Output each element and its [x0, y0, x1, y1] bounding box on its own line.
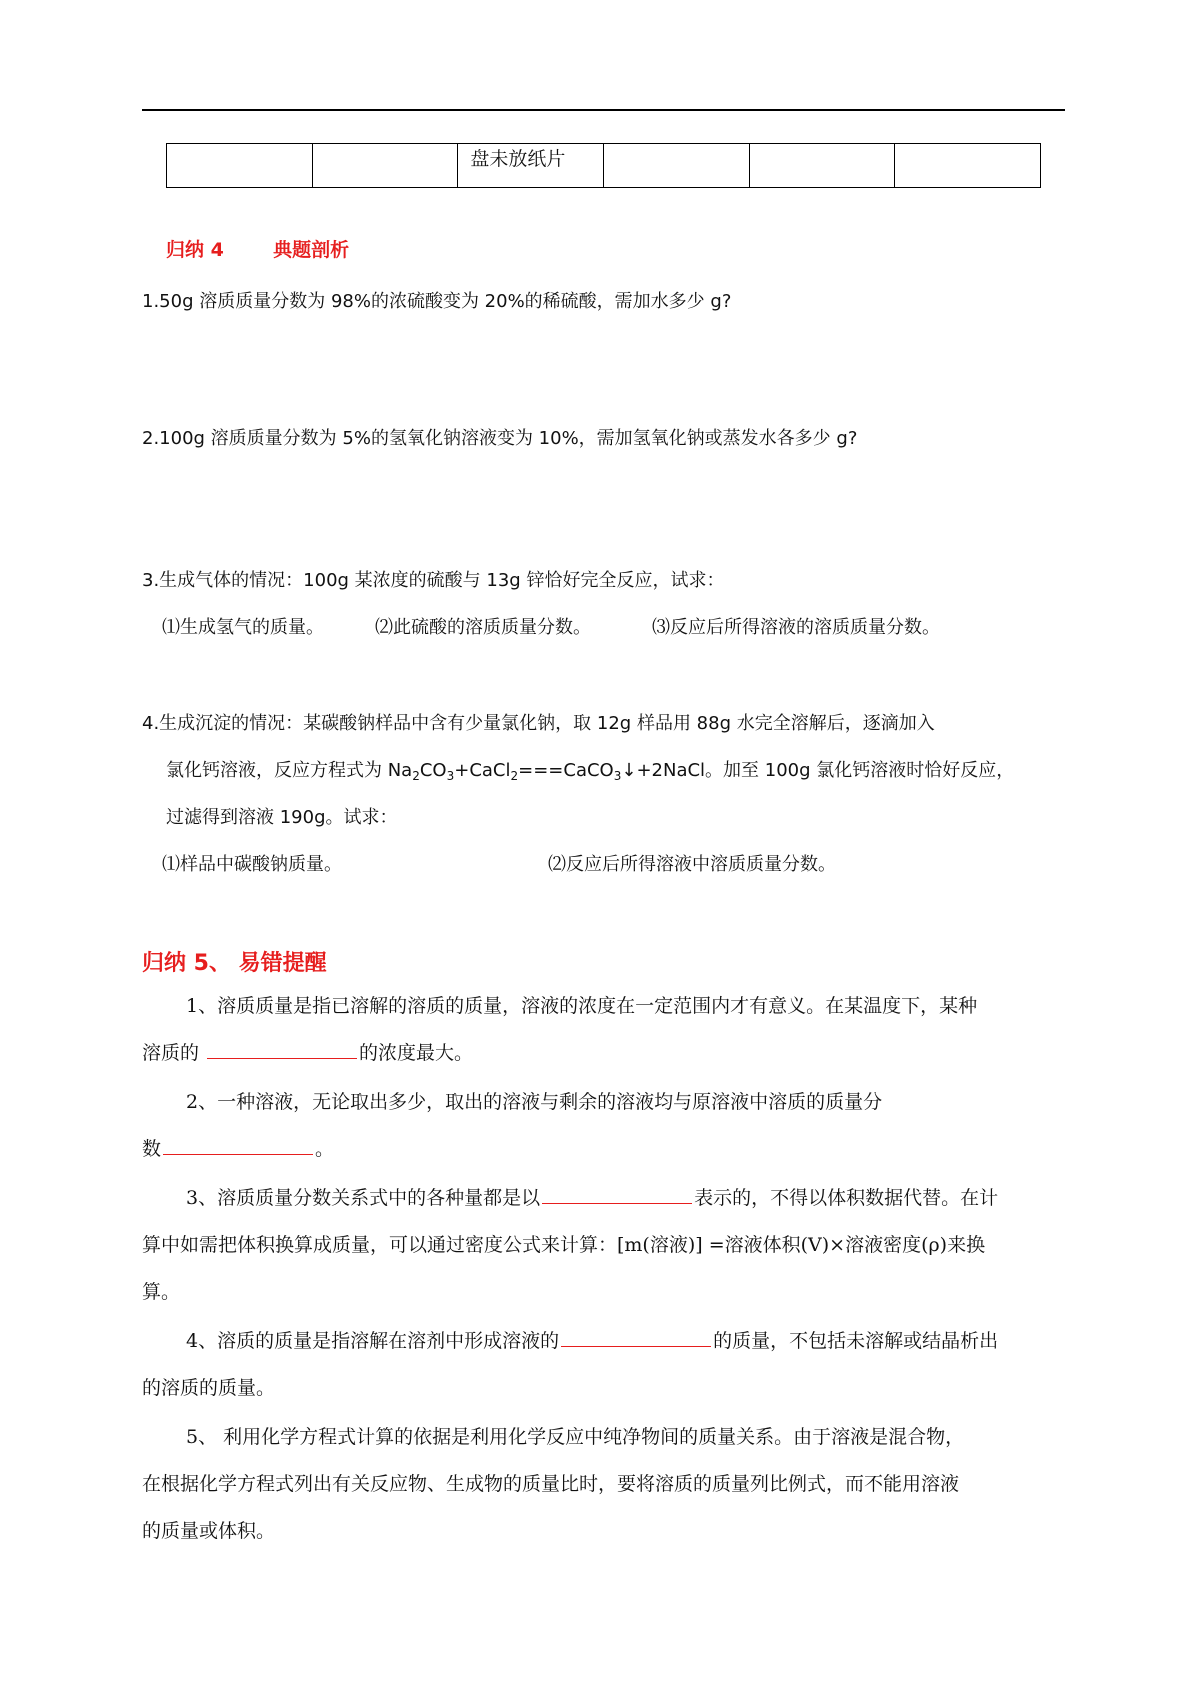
question-4-line-3: 过滤得到溶液 190g。试求：	[166, 807, 398, 828]
fill-blank[interactable]	[561, 1324, 711, 1347]
q4-text: ===CaCO	[518, 760, 614, 781]
question-3-sub-1: ⑴生成氢气的质量。	[162, 617, 324, 638]
q4-text: ↓+2NaCl。加至 100g 氯化钙溶液时恰好反应，	[621, 760, 1015, 781]
note-3-line-3: 算。	[142, 1281, 181, 1303]
q4-subscript: 3	[613, 769, 622, 783]
section-4-number: 归纳 4	[166, 239, 224, 261]
q4-subscript: 2	[510, 769, 519, 783]
table-cell	[895, 144, 1041, 188]
section-5-heading: 归纳 5、 易错提醒	[142, 951, 327, 976]
note-text: 表示的，不得以体积数据代替。在计	[694, 1187, 999, 1209]
question-4-line-2	[166, 758, 1014, 784]
note-4-line-2: 的溶质的质量。	[142, 1377, 276, 1399]
note-3	[142, 1175, 1065, 1316]
question-3-stem: 3.生成气体的情况：100g 某浓度的硫酸与 13g 锌恰好完全反应，试求：	[142, 570, 725, 591]
note-text: 的浓度最大。	[359, 1042, 474, 1064]
note-text: 数	[142, 1138, 162, 1160]
question-1: 1.50g 溶质质量分数为 98%的浓硫酸变为 20%的稀硫酸，需加水多少 g?	[142, 291, 732, 312]
section-4-heading	[166, 235, 349, 262]
note-2-line-2	[142, 1126, 1065, 1173]
note-text: 3、溶质质量分数关系式中的各种量都是以	[186, 1187, 541, 1209]
question-4-sub-1: ⑴样品中碳酸钠质量。	[162, 854, 342, 875]
note-4-line-1	[142, 1318, 1065, 1365]
header-rule	[142, 109, 1065, 111]
q4-subscript: 2	[412, 769, 420, 783]
note-1-line-1: 1、溶质质量是指已溶解的溶质的质量，溶液的浓度在一定范围内才有意义。在某温度下，某种	[186, 995, 978, 1017]
note-5-line-3: 的质量或体积。	[142, 1520, 276, 1542]
note-1-line-2	[142, 1030, 1065, 1077]
note-3-line-2: 算中如需把体积换算成质量，可以通过密度公式来计算：[m(溶液)] =溶液体积(V)×溶液密度(ρ)来换	[142, 1234, 986, 1256]
table-row	[167, 144, 1041, 188]
question-4-sub-2: ⑵反应后所得溶液中溶质质量分数。	[548, 854, 836, 875]
question-2: 2.100g 溶质质量分数为 5%的氢氧化钠溶液变为 10%，需加氢氧化钠或蒸发水各多少 g?	[142, 428, 858, 449]
note-text: 溶质的	[142, 1042, 206, 1064]
table-cell	[749, 144, 895, 188]
table-cell	[603, 144, 749, 188]
note-text: 的质量，不包括未溶解或结晶析出	[713, 1330, 999, 1352]
note-2-line-1: 2、一种溶液，无论取出多少，取出的溶液与剩余的溶液均与原溶液中溶质的质量分	[186, 1091, 883, 1113]
section-4-title: 典题剖析	[273, 239, 350, 261]
note-2	[142, 1079, 1065, 1173]
fill-blank[interactable]	[207, 1036, 357, 1059]
fill-blank[interactable]	[163, 1132, 313, 1155]
note-5-line-1: 5、 利用化学方程式计算的依据是利用化学反应中纯净物间的质量关系。由于溶液是混合物，	[186, 1426, 965, 1448]
note-text: 4、溶质的质量是指溶解在溶剂中形成溶液的	[186, 1330, 560, 1352]
note-1	[142, 983, 1065, 1077]
table-cell: 盘未放纸片	[458, 144, 604, 188]
note-4	[142, 1318, 1065, 1412]
q4-text: 氯化钙溶液，反应方程式为 Na	[166, 760, 413, 781]
note-5-line-2: 在根据化学方程式列出有关反应物、生成物的质量比时，要将溶质的质量列比例式，而不能用溶液	[142, 1473, 960, 1495]
note-text: 。	[315, 1138, 335, 1160]
data-table	[166, 143, 1041, 188]
question-4-line-1: 4.生成沉淀的情况：某碳酸钠样品中含有少量氯化钠，取 12g 样品用 88g 水完全溶解后，逐滴加入	[142, 713, 935, 734]
fill-blank[interactable]	[542, 1181, 692, 1204]
table-cell	[167, 144, 313, 188]
note-5	[142, 1414, 1065, 1555]
table-cell	[312, 144, 458, 188]
q4-text: CO	[419, 760, 447, 781]
note-3-line-1	[142, 1175, 1065, 1222]
q4-subscript: 3	[446, 769, 455, 783]
q4-text: +CaCl	[454, 760, 511, 781]
question-3-sub-2: ⑵此硫酸的溶质质量分数。	[375, 617, 591, 638]
question-3-sub-3: ⑶反应后所得溶液的溶质质量分数。	[652, 617, 940, 638]
